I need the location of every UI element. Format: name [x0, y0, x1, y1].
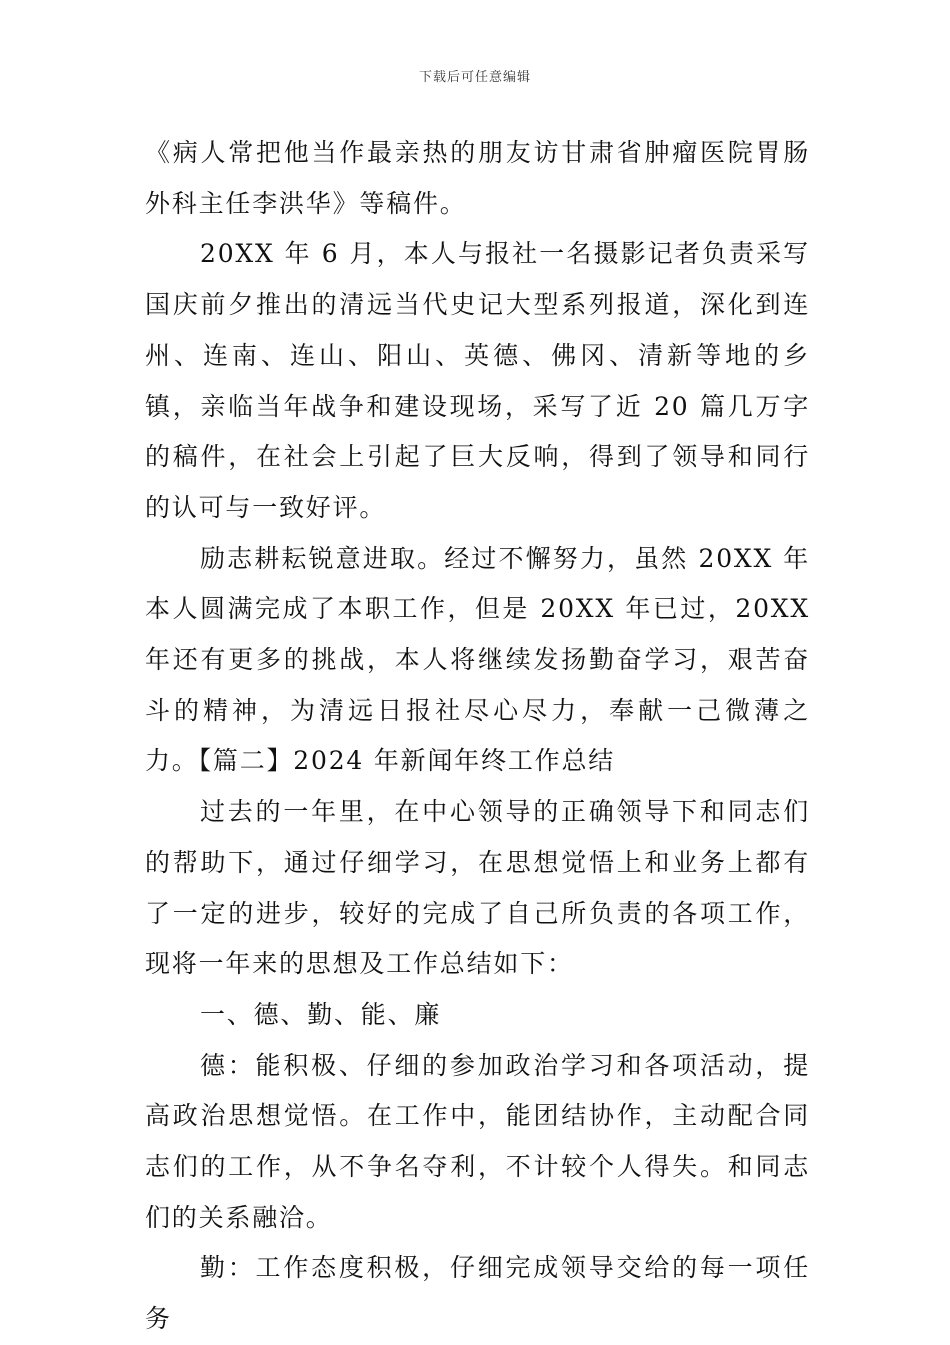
paragraph-continuation: 《病人常把他当作最亲热的朋友访甘肃省肿瘤医院胃肠外科主任李洪华》等稿件。 — [145, 138, 810, 218]
section-heading: 一、德、勤、能、廉 — [200, 999, 442, 1029]
paragraph: 勤：工作态度积极，仔细完成领导交给的每一项任务 — [145, 1253, 810, 1334]
paragraph: 励志耕耘锐意进取。经过不懈努力，虽然 20XX 年本人圆满完成了本职工作，但是 20XX 年已过，20XX 年还有更多的挑战，本人将继续发扬勤奋学习，艰苦奋斗的精神，为清远日报社尽心尽力，奉献一己微薄之力。【篇二】2024 年新闻年终工作总结 — [145, 543, 810, 776]
paragraph: 20XX 年 6 月，本人与报社一名摄影记者负责采写国庆前夕推出的清远当代史记大型系列报道，深化到连州、连南、连山、阳山、英德、佛冈、清新等地的乡镇，亲临当年战争和建设现场，采写了近 20 篇几万字的稿件，在社会上引起了巨大反响，得到了领导和同行的认可与一致好评。 — [145, 239, 810, 522]
paragraph: 过去的一年里，在中心领导的正确领导下和同志们的帮助下，通过仔细学习，在思想觉悟上和业务上都有了一定的进步，较好的完成了自己所负责的各项工作，现将一年来的思想及工作总结如下： — [145, 797, 810, 979]
paragraph: 德：能积极、仔细的参加政治学习和各项活动，提高政治思想觉悟。在工作中，能团结协作，主动配合同志们的工作，从不争名夺利，不计较个人得失。和同志们的关系融洽。 — [145, 1050, 810, 1232]
page-header: 下载后可任意编辑 — [418, 70, 531, 85]
document-body — [145, 128, 810, 1345]
